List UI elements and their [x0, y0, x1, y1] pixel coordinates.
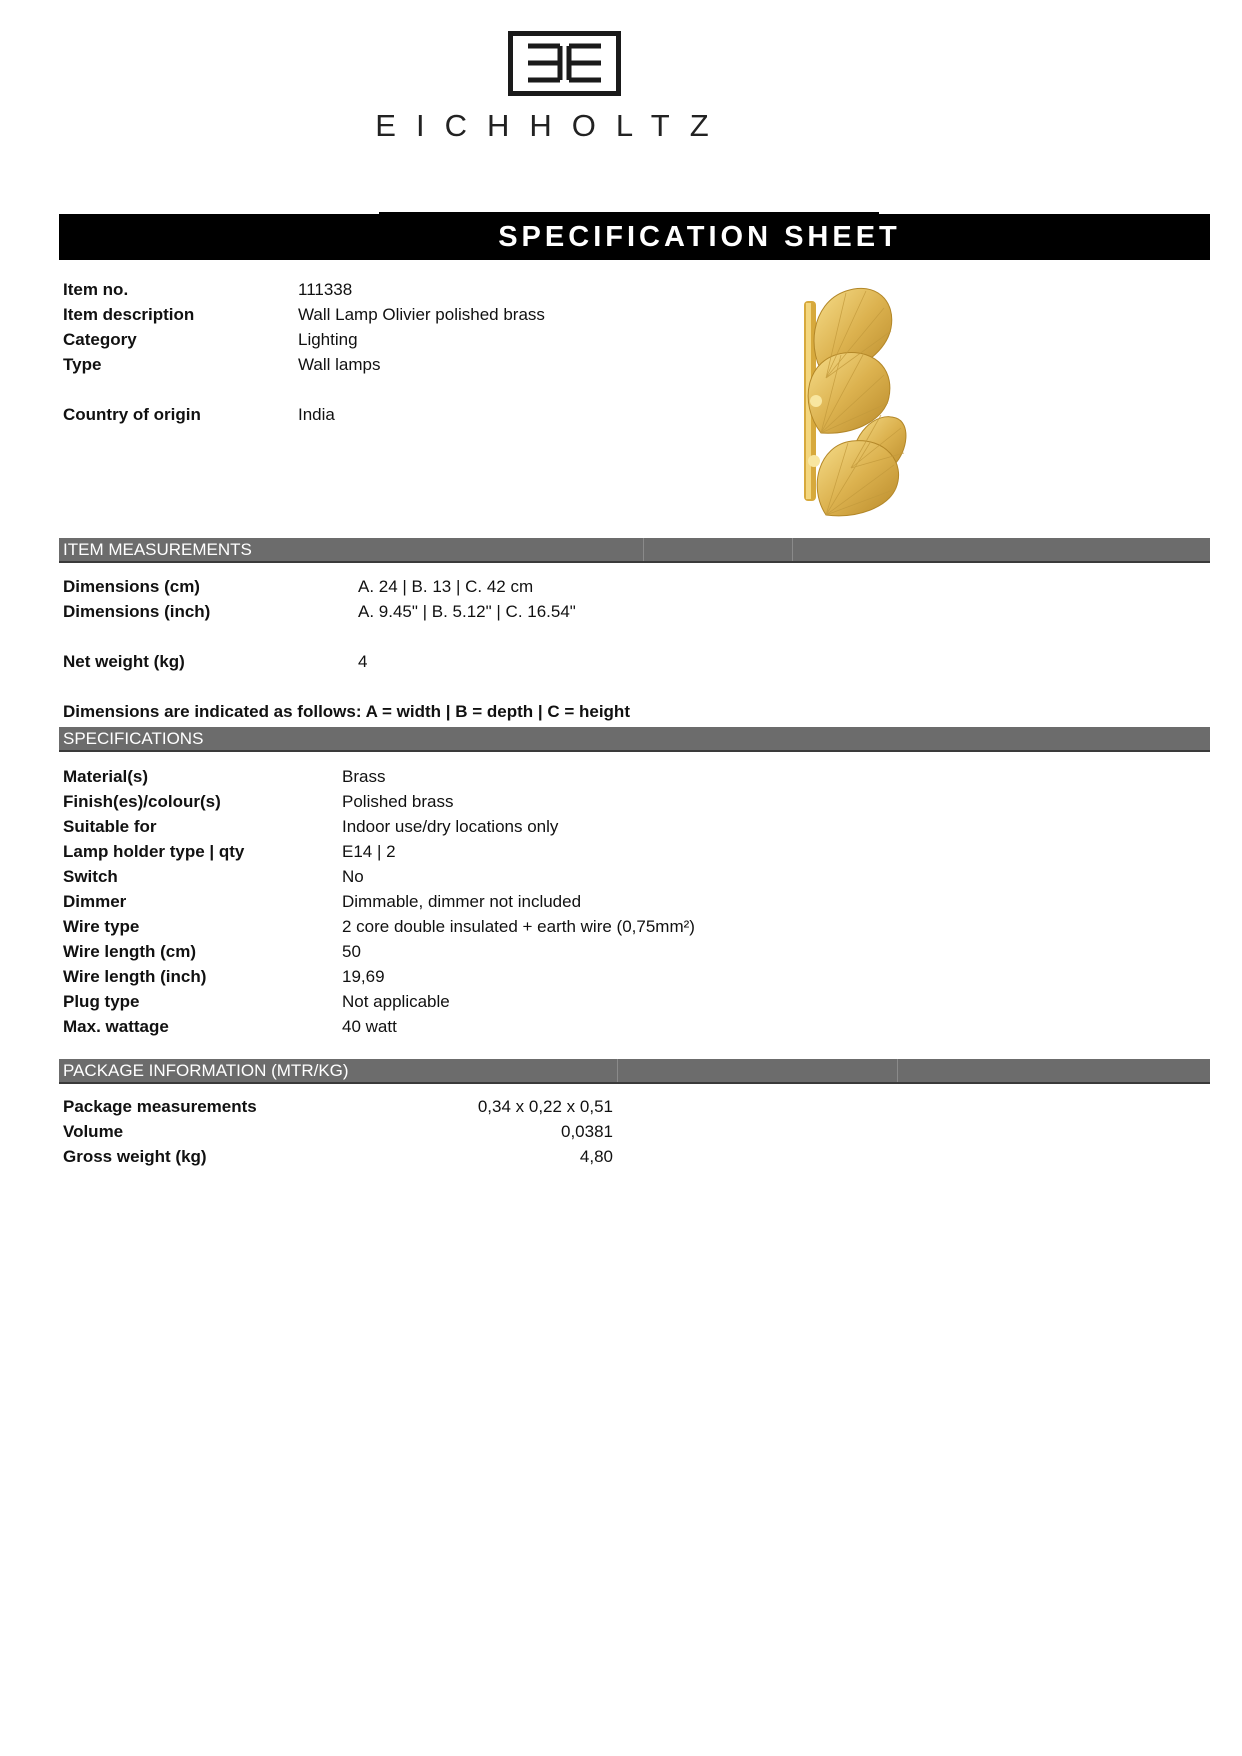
spec-label: Wire type	[63, 917, 140, 936]
spec-label: Material(s)	[63, 767, 149, 786]
gross-weight-value: 4,80	[579, 1147, 613, 1166]
gross-weight-label: Gross weight (kg)	[63, 1147, 207, 1166]
volume-label: Volume	[63, 1122, 124, 1141]
package-measurements-value: 0,34 x 0,22 x 0,51	[477, 1097, 613, 1116]
item-description-value: Wall Lamp Olivier polished brass	[298, 305, 545, 324]
net-weight-value: 4	[358, 652, 368, 671]
country-of-origin-value: India	[298, 405, 335, 424]
spec-value: 2 core double insulated + earth wire (0,75mm²)	[342, 917, 695, 936]
spec-label: Dimmer	[63, 892, 127, 911]
package-measurements-label: Package measurements	[63, 1097, 257, 1116]
section-header-specifications	[59, 727, 1210, 752]
dimensions-note: Dimensions are indicated as follows: A = width | B = depth | C = height	[63, 702, 630, 721]
item-no-label: Item no.	[63, 280, 129, 299]
spec-label: Switch	[63, 867, 118, 886]
section-title: PACKAGE INFORMATION (MTR/KG)	[63, 1061, 349, 1080]
country-of-origin-label: Country of origin	[63, 405, 201, 424]
section-header-item-measurements	[59, 538, 1210, 563]
spec-label: Max. wattage	[63, 1017, 169, 1036]
dimensions-cm-label: Dimensions (cm)	[63, 577, 200, 596]
spec-label: Lamp holder type | qty	[63, 842, 245, 861]
type-value: Wall lamps	[298, 355, 381, 374]
spec-label: Wire length (cm)	[63, 942, 197, 961]
dimensions-inch-label: Dimensions (inch)	[63, 602, 211, 621]
spec-value: 50	[342, 942, 361, 961]
volume-value: 0,0381	[561, 1122, 613, 1141]
spec-label: Plug type	[63, 992, 140, 1011]
type-label: Type	[63, 355, 102, 374]
spec-value: Polished brass	[342, 792, 454, 811]
spec-value: E14 | 2	[342, 842, 396, 861]
spec-value: No	[342, 867, 364, 886]
category-value: Lighting	[298, 330, 358, 349]
item-no-value: 111338	[298, 280, 353, 299]
brand-wordmark: EICHHOLTZ	[375, 108, 729, 143]
net-weight-label: Net weight (kg)	[63, 652, 185, 671]
page-title: SPECIFICATION SHEET	[498, 221, 901, 253]
spec-label: Suitable for	[63, 817, 157, 836]
product-image	[796, 283, 908, 519]
spec-value: 40 watt	[342, 1017, 397, 1036]
dimensions-cm-value: A. 24 | B. 13 | C. 42 cm	[358, 577, 534, 596]
spec-value: Brass	[342, 767, 386, 786]
spec-value: Not applicable	[342, 992, 450, 1011]
spec-label: Wire length (inch)	[63, 967, 207, 986]
section-title: ITEM MEASUREMENTS	[63, 540, 252, 559]
spec-label: Finish(es)/colour(s)	[63, 792, 221, 811]
spec-value: Dimmable, dimmer not included	[342, 892, 582, 911]
section-title: SPECIFICATIONS	[63, 729, 204, 748]
item-description-label: Item description	[63, 305, 195, 324]
title-bar	[59, 212, 1210, 260]
category-label: Category	[63, 330, 137, 349]
spec-value: Indoor use/dry locations only	[342, 817, 559, 836]
dimensions-inch-value: A. 9.45" | B. 5.12" | C. 16.54"	[358, 602, 576, 621]
eichholtz-logo-icon	[508, 31, 621, 96]
spec-value: 19,69	[342, 967, 385, 986]
section-header-package-information	[59, 1059, 1210, 1084]
